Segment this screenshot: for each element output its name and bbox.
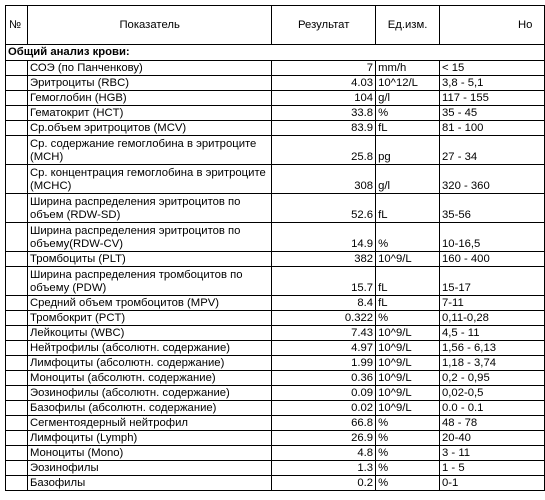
row-number-cell	[6, 106, 28, 121]
row-number-cell	[6, 401, 28, 416]
table-row	[6, 341, 545, 356]
result-value-cell: 14.9	[272, 223, 376, 252]
reference-range-cell: 0.0 - 0.1	[440, 401, 545, 416]
table-row	[6, 267, 545, 296]
unit-cell: 10^9/L	[376, 341, 440, 356]
lab-results-document	[5, 5, 545, 491]
table-row	[6, 252, 545, 267]
table-row	[6, 165, 545, 194]
header-result: Результат	[272, 6, 376, 45]
unit-cell: %	[376, 311, 440, 326]
indicator-name-cell: Лимфоциты (абсолютн. содержание)	[27, 356, 271, 371]
section-row	[6, 45, 545, 61]
result-value-cell: 4.03	[272, 76, 376, 91]
row-number-cell	[6, 61, 28, 76]
header-norm: Но	[440, 6, 545, 45]
section-title: Общий анализ крови:	[6, 45, 545, 61]
indicator-name-cell: Ср.объем эритроцитов (MCV)	[27, 121, 271, 136]
table-row	[6, 326, 545, 341]
row-number-cell	[6, 371, 28, 386]
unit-cell: pg	[376, 136, 440, 165]
reference-range-cell: 4,5 - 11	[440, 326, 545, 341]
table-row	[6, 461, 545, 476]
result-value-cell: 308	[272, 165, 376, 194]
row-number-cell	[6, 252, 28, 267]
row-number-cell	[6, 311, 28, 326]
reference-range-cell: 0,02-0,5	[440, 386, 545, 401]
indicator-name-cell: Ср. концентрация гемоглобина в эритроците (MCHC)	[27, 165, 271, 194]
result-value-cell: 0.322	[272, 311, 376, 326]
row-number-cell	[6, 136, 28, 165]
indicator-name-cell: Ширина распределения эритроцитов по объем (RDW-SD)	[27, 194, 271, 223]
indicator-name-cell: Тромбокрит (PCT)	[27, 311, 271, 326]
blood-test-table	[5, 5, 545, 491]
reference-range-cell: 7-11	[440, 296, 545, 311]
unit-cell: %	[376, 446, 440, 461]
indicator-name-cell: Эозинофилы (абсолютн. содержание)	[27, 386, 271, 401]
row-number-cell	[6, 267, 28, 296]
indicator-name-cell: Тромбоциты (PLT)	[27, 252, 271, 267]
reference-range-cell: 160 - 400	[440, 252, 545, 267]
unit-cell: 10^9/L	[376, 252, 440, 267]
result-value-cell: 8.4	[272, 296, 376, 311]
indicator-name-cell: Эритроциты (RBC)	[27, 76, 271, 91]
indicator-name-cell: Моноциты (абсолютн. содержание)	[27, 371, 271, 386]
unit-cell: 10^9/L	[376, 401, 440, 416]
table-row	[6, 136, 545, 165]
reference-range-cell: 0-1	[440, 476, 545, 491]
result-value-cell: 0.2	[272, 476, 376, 491]
indicator-name-cell: СОЭ (по Панченкову)	[27, 61, 271, 76]
reference-range-cell: 10-16,5	[440, 223, 545, 252]
unit-cell: g/l	[376, 165, 440, 194]
table-row	[6, 223, 545, 252]
indicator-name-cell: Средний объем тромбоцитов (MPV)	[27, 296, 271, 311]
unit-cell: mm/h	[376, 61, 440, 76]
unit-cell: 10^9/L	[376, 386, 440, 401]
result-value-cell: 52.6	[272, 194, 376, 223]
table-row	[6, 386, 545, 401]
table-row	[6, 476, 545, 491]
row-number-cell	[6, 121, 28, 136]
unit-cell: fL	[376, 296, 440, 311]
reference-range-cell: 0,11-0,28	[440, 311, 545, 326]
result-value-cell: 1.3	[272, 461, 376, 476]
result-value-cell: 33.8	[272, 106, 376, 121]
unit-cell: %	[376, 431, 440, 446]
unit-cell: %	[376, 106, 440, 121]
table-row	[6, 106, 545, 121]
result-value-cell: 26.9	[272, 431, 376, 446]
reference-range-cell: 0,2 - 0,95	[440, 371, 545, 386]
result-value-cell: 0.09	[272, 386, 376, 401]
reference-range-cell: 1,18 - 3,74	[440, 356, 545, 371]
row-number-cell	[6, 446, 28, 461]
reference-range-cell: 20-40	[440, 431, 545, 446]
header-indicator: Показатель	[27, 6, 271, 45]
reference-range-cell: 48 - 78	[440, 416, 545, 431]
indicator-name-cell: Нейтрофилы (абсолютн. содержание)	[27, 341, 271, 356]
indicator-name-cell: Лимфоциты (Lymph)	[27, 431, 271, 446]
unit-cell: %	[376, 476, 440, 491]
header-number: №	[6, 6, 28, 45]
result-value-cell: 7	[272, 61, 376, 76]
unit-cell: 10^9/L	[376, 371, 440, 386]
result-value-cell: 83.9	[272, 121, 376, 136]
row-number-cell	[6, 165, 28, 194]
row-number-cell	[6, 223, 28, 252]
reference-range-cell: 35 - 45	[440, 106, 545, 121]
table-row	[6, 431, 545, 446]
table-row	[6, 401, 545, 416]
row-number-cell	[6, 194, 28, 223]
row-number-cell	[6, 416, 28, 431]
result-value-cell: 0.36	[272, 371, 376, 386]
header-unit: Ед.изм.	[376, 6, 440, 45]
indicator-name-cell: Сегментоядерный нейтрофил	[27, 416, 271, 431]
table-row	[6, 61, 545, 76]
unit-cell: %	[376, 416, 440, 431]
unit-cell: fL	[376, 267, 440, 296]
result-value-cell: 25.8	[272, 136, 376, 165]
reference-range-cell: 15-17	[440, 267, 545, 296]
table-row	[6, 446, 545, 461]
row-number-cell	[6, 356, 28, 371]
row-number-cell	[6, 476, 28, 491]
row-number-cell	[6, 341, 28, 356]
table-row	[6, 296, 545, 311]
table-header-row	[6, 6, 545, 45]
result-value-cell: 66.8	[272, 416, 376, 431]
result-value-cell: 7.43	[272, 326, 376, 341]
table-row	[6, 121, 545, 136]
result-value-cell: 104	[272, 91, 376, 106]
result-value-cell: 1.99	[272, 356, 376, 371]
row-number-cell	[6, 386, 28, 401]
indicator-name-cell: Ср. содержание гемоглобина в эритроците (MCH)	[27, 136, 271, 165]
row-number-cell	[6, 461, 28, 476]
table-row	[6, 416, 545, 431]
unit-cell: fL	[376, 121, 440, 136]
indicator-name-cell: Моноциты (Mono)	[27, 446, 271, 461]
table-row	[6, 311, 545, 326]
row-number-cell	[6, 91, 28, 106]
unit-cell: %	[376, 461, 440, 476]
table-row	[6, 371, 545, 386]
result-value-cell: 4.8	[272, 446, 376, 461]
indicator-name-cell: Базофилы	[27, 476, 271, 491]
indicator-name-cell: Лейкоциты (WBC)	[27, 326, 271, 341]
unit-cell: 10^12/L	[376, 76, 440, 91]
table-row	[6, 91, 545, 106]
indicator-name-cell: Ширина распределения эритроцитов по объему(RDW-CV)	[27, 223, 271, 252]
indicator-name-cell: Гематокрит (HCT)	[27, 106, 271, 121]
reference-range-cell: 3,8 - 5,1	[440, 76, 545, 91]
unit-cell: 10^9/L	[376, 356, 440, 371]
reference-range-cell: 35-56	[440, 194, 545, 223]
indicator-name-cell: Гемоглобин (HGB)	[27, 91, 271, 106]
result-value-cell: 4.97	[272, 341, 376, 356]
unit-cell: %	[376, 223, 440, 252]
reference-range-cell: 117 - 155	[440, 91, 545, 106]
reference-range-cell: 320 - 360	[440, 165, 545, 194]
row-number-cell	[6, 326, 28, 341]
indicator-name-cell: Эозинофилы	[27, 461, 271, 476]
indicator-name-cell: Базофилы (абсолютн. содержание)	[27, 401, 271, 416]
row-number-cell	[6, 76, 28, 91]
table-row	[6, 194, 545, 223]
reference-range-cell: 27 - 34	[440, 136, 545, 165]
row-number-cell	[6, 296, 28, 311]
unit-cell: 10^9/L	[376, 326, 440, 341]
table-row	[6, 76, 545, 91]
table-row	[6, 356, 545, 371]
row-number-cell	[6, 431, 28, 446]
reference-range-cell: 1 - 5	[440, 461, 545, 476]
result-value-cell: 0.02	[272, 401, 376, 416]
unit-cell: g/l	[376, 91, 440, 106]
reference-range-cell: < 15	[440, 61, 545, 76]
indicator-name-cell: Ширина распределения тромбоцитов по объему (PDW)	[27, 267, 271, 296]
reference-range-cell: 81 - 100	[440, 121, 545, 136]
result-value-cell: 382	[272, 252, 376, 267]
unit-cell: fL	[376, 194, 440, 223]
reference-range-cell: 3 - 11	[440, 446, 545, 461]
result-value-cell: 15.7	[272, 267, 376, 296]
reference-range-cell: 1,56 - 6,13	[440, 341, 545, 356]
